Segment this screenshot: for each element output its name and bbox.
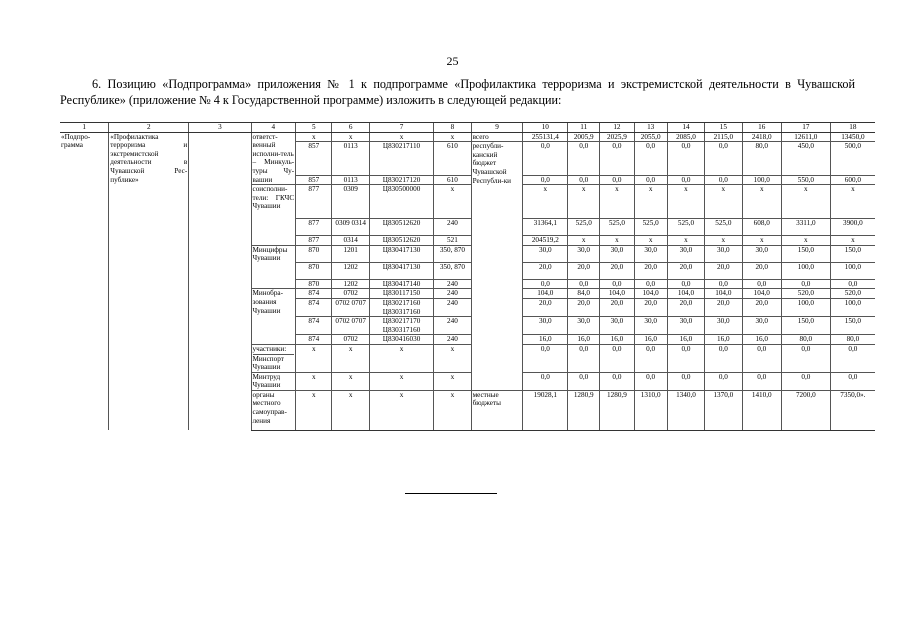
value-cell: 20,0 [568,298,600,316]
kbk-cell: х [369,132,433,142]
org-local: органы местного самоуправ-ления [251,390,296,430]
value-cell: 1280,9 [568,390,600,430]
kbk-cell: Ц830217120 [369,175,433,185]
empty-cell [189,132,251,430]
value-cell: 16,0 [742,335,781,345]
kbk-cell: 874 [296,289,332,299]
kbk-cell: х [434,344,471,372]
value-cell: х [634,185,667,219]
kbk-cell: х [434,132,471,142]
kbk-cell: Ц830217160 Ц830317160 [369,298,433,316]
header-cell: 7 [369,123,433,133]
responsible-org: ответст-венный исполни-тель – Минкуль-туры Чу-вашии [252,132,295,184]
budget-table [60,122,875,431]
value-cell: 0,0 [634,175,667,185]
kbk-cell: 240 [434,335,471,345]
value-cell: 3311,0 [781,219,830,236]
value-cell: 0,0 [634,372,667,390]
header-cell: 3 [189,123,251,133]
subprogram-label: «Подпро-грамма [61,132,91,150]
kbk-cell: 877 [296,185,332,219]
kbk-cell: х [332,132,369,142]
kbk-cell: 350, 870 [434,245,471,262]
subprogram-title: «Профилактика терроризма и экстремистской деятельности в Чувашской Рес-публике» [109,132,189,430]
value-cell: 0,0 [568,279,600,289]
value-cell: 450,0 [781,142,830,175]
value-cell: х [830,185,875,219]
value-cell: 20,0 [742,298,781,316]
value-cell: 20,0 [600,262,634,279]
kbk-cell: х [332,390,369,430]
value-cell: 12611,0 [781,132,830,142]
coexecutor-org: соисполни-тели: ГКЧС Чувашии [251,185,296,236]
value-cell: 20,0 [705,262,742,279]
value-cell: 0,0 [634,344,667,372]
value-cell: 0,0 [705,175,742,185]
value-cell: 0,0 [667,372,704,390]
value-cell: 150,0 [830,317,875,335]
kbk-cell: 857 [296,175,332,185]
value-cell: 30,0 [705,245,742,262]
kbk-cell: 240 [434,317,471,335]
header-cell: 18 [830,123,875,133]
value-cell: 0,0 [600,142,634,175]
value-cell: 20,0 [634,298,667,316]
value-cell: 30,0 [705,317,742,335]
value-cell: 525,0 [634,219,667,236]
value-cell: 16,0 [523,335,568,345]
value-cell: 0,0 [667,175,704,185]
value-cell: 0,0 [568,175,600,185]
kbk-cell: х [296,132,332,142]
kbk-cell: х [369,344,433,372]
kbk-cell: 0309 0314 [332,219,369,236]
value-cell: 30,0 [600,245,634,262]
header-cell: 17 [781,123,830,133]
value-cell: 0,0 [830,372,875,390]
value-cell: 525,0 [705,219,742,236]
value-cell: 20,0 [634,262,667,279]
value-cell: х [830,236,875,246]
value-cell: 150,0 [781,245,830,262]
value-cell: х [667,236,704,246]
value-cell: 30,0 [634,317,667,335]
value-cell: 0,0 [781,279,830,289]
kbk-cell: 874 [296,317,332,335]
intro-paragraph: 6. Позицию «Подпрограмма» приложения № 1 к подпрограмме «Профилактика терроризма и экстремистской деятельности в Чувашской Республике» (приложение № 4 к Государственной программе) изложить в следующей редакции: [60,77,855,107]
value-cell: 2085,0 [667,132,704,142]
value-cell: 520,0 [781,289,830,299]
value-cell: 100,0 [830,298,875,316]
org-obr: Минобра-зования Чувашии [251,289,296,345]
value-cell: х [523,185,568,219]
value-cell: 30,0 [568,245,600,262]
source-total: всего [471,132,523,142]
value-cell: 550,0 [781,175,830,185]
header-cell: 1 [60,123,109,133]
value-cell: 2115,0 [705,132,742,142]
kbk-cell: 874 [296,335,332,345]
kbk-cell: 870 [296,279,332,289]
value-cell: 30,0 [667,245,704,262]
kbk-cell: х [296,390,332,430]
value-cell: 104,0 [634,289,667,299]
kbk-cell: 0702 0707 [332,298,369,316]
kbk-cell: 0702 [332,335,369,345]
value-cell: 0,0 [705,372,742,390]
header-cell: 10 [523,123,568,133]
header-cell: 12 [600,123,634,133]
kbk-cell: Ц830117150 [369,289,433,299]
value-cell: 0,0 [600,372,634,390]
value-cell: х [634,236,667,246]
value-cell: 0,0 [742,372,781,390]
value-cell: 0,0 [705,344,742,372]
value-cell: 104,0 [600,289,634,299]
header-cell: 8 [434,123,471,133]
value-cell: 0,0 [600,279,634,289]
value-cell: 2005,9 [568,132,600,142]
value-cell: 16,0 [634,335,667,345]
value-cell: х [667,185,704,219]
value-cell: 0,0 [568,344,600,372]
kbk-cell: 240 [434,289,471,299]
value-cell: 16,0 [600,335,634,345]
kbk-cell: 350, 870 [434,262,471,279]
value-cell: 0,0 [523,175,568,185]
kbk-cell: 1201 [332,245,369,262]
value-cell: 0,0 [568,142,600,175]
value-cell: 0,0 [830,344,875,372]
kbk-cell: 1202 [332,262,369,279]
kbk-cell: Ц830416030 [369,335,433,345]
header-row [60,123,875,133]
value-cell: 100,0 [830,262,875,279]
value-cell: 1310,0 [634,390,667,430]
value-cell: 0,0 [667,344,704,372]
value-cell: 20,0 [600,298,634,316]
org-participants [251,344,296,372]
header-cell: 13 [634,123,667,133]
kbk-cell: Ц830417140 [369,279,433,289]
value-cell: 0,0 [667,142,704,175]
header-cell: 14 [667,123,704,133]
value-cell: 7350,0». [830,390,875,430]
org-cell [251,236,296,246]
value-cell: х [705,236,742,246]
value-cell: 0,0 [523,372,568,390]
kbk-cell: 1202 [332,279,369,289]
kbk-cell: 877 [296,236,332,246]
kbk-cell: 870 [296,262,332,279]
org-cifra: Минцифры Чувашии [251,245,296,289]
value-cell: 0,0 [781,372,830,390]
value-cell: 30,0 [742,245,781,262]
value-cell: 30,0 [523,245,568,262]
value-cell: 20,0 [568,262,600,279]
value-cell: 104,0 [705,289,742,299]
value-cell: 30,0 [634,245,667,262]
value-cell: 20,0 [523,262,568,279]
kbk-cell: х [296,344,332,372]
header-cell: 5 [296,123,332,133]
kbk-cell: х [434,390,471,430]
value-cell: 2025,9 [600,132,634,142]
kbk-cell: 870 [296,245,332,262]
kbk-cell: 0113 [332,142,369,175]
value-cell: 80,0 [781,335,830,345]
header-cell: 16 [742,123,781,133]
value-cell: 100,0 [742,175,781,185]
kbk-cell: 0702 [332,289,369,299]
value-cell: 608,0 [742,219,781,236]
value-cell: 150,0 [830,245,875,262]
value-cell: 520,0 [830,289,875,299]
value-cell: х [742,236,781,246]
kbk-cell: 0314 [332,236,369,246]
kbk-cell: Ц830500000 [369,185,433,219]
value-cell: х [781,185,830,219]
kbk-cell: 0702 0707 [332,317,369,335]
page-number: 25 [446,54,459,68]
kbk-cell: Ц830512620 [369,219,433,236]
value-cell: 16,0 [667,335,704,345]
value-cell: х [600,236,634,246]
value-cell: х [742,185,781,219]
value-cell: 0,0 [523,279,568,289]
value-cell: 0,0 [523,344,568,372]
value-cell: 525,0 [568,219,600,236]
value-cell: 1410,0 [742,390,781,430]
value-cell: 20,0 [667,262,704,279]
value-cell: 2055,0 [634,132,667,142]
value-cell: 100,0 [781,298,830,316]
value-cell: 7200,0 [781,390,830,430]
value-cell: 30,0 [568,317,600,335]
value-cell: 255131,4 [523,132,568,142]
kbk-cell: х [296,372,332,390]
kbk-cell: х [434,185,471,219]
kbk-cell: 610 [434,142,471,175]
value-cell: 0,0 [742,279,781,289]
value-cell: х [568,185,600,219]
kbk-cell: 0309 [332,185,369,219]
value-cell: 0,0 [667,279,704,289]
value-cell: 0,0 [568,372,600,390]
kbk-cell: 240 [434,219,471,236]
header-cell: 4 [251,123,296,133]
value-cell: 1280,9 [600,390,634,430]
kbk-cell: х [369,372,433,390]
kbk-cell: Ц830417130 [369,262,433,279]
kbk-cell: 240 [434,298,471,316]
kbk-cell: х [434,372,471,390]
value-cell: 1340,0 [667,390,704,430]
value-cell: 31364,1 [523,219,568,236]
org-trud: Минтруд Чувашии [251,372,296,390]
value-cell: 0,0 [600,175,634,185]
value-cell: 19028,1 [523,390,568,430]
header-cell: 15 [705,123,742,133]
value-cell: 30,0 [523,317,568,335]
value-cell: 1370,0 [705,390,742,430]
value-cell: 150,0 [781,317,830,335]
source-local: местные бюджеты [471,390,523,430]
value-cell: 500,0 [830,142,875,175]
value-cell: 525,0 [667,219,704,236]
header-cell: 9 [471,123,523,133]
kbk-cell: х [369,390,433,430]
value-cell: 30,0 [667,317,704,335]
value-cell: 3900,0 [830,219,875,236]
value-cell: 0,0 [634,279,667,289]
value-cell: х [705,185,742,219]
header-cell: 2 [109,123,189,133]
value-cell: 20,0 [705,298,742,316]
value-cell: 16,0 [705,335,742,345]
kbk-cell: 874 [296,298,332,316]
kbk-cell: 857 [296,142,332,175]
footer-rule [405,493,497,494]
value-cell: 13450,0 [830,132,875,142]
value-cell: 0,0 [830,279,875,289]
value-cell: 0,0 [781,344,830,372]
kbk-cell: 610 [434,175,471,185]
value-cell: 0,0 [634,142,667,175]
kbk-cell: Ц830512620 [369,236,433,246]
value-cell: 204519,2 [523,236,568,246]
value-cell: х [781,236,830,246]
value-cell: 20,0 [667,298,704,316]
value-cell: 30,0 [600,317,634,335]
value-cell: х [600,185,634,219]
value-cell: 0,0 [705,279,742,289]
value-cell: 30,0 [742,317,781,335]
value-cell: 0,0 [705,142,742,175]
kbk-cell: 877 [296,219,332,236]
org-sport: Минспорт Чувашии [253,354,295,372]
kbk-cell: 0113 [332,175,369,185]
value-cell: 84,0 [568,289,600,299]
kbk-cell: 240 [434,279,471,289]
value-cell: 600,0 [830,175,875,185]
kbk-cell: х [332,344,369,372]
value-cell: 16,0 [568,335,600,345]
kbk-cell: х [332,372,369,390]
value-cell: 80,0 [742,142,781,175]
kbk-cell: Ц830217170 Ц830317160 [369,317,433,335]
value-cell: 525,0 [600,219,634,236]
source-republic: республи-канский бюджет Чувашской Республи-ки [471,142,523,391]
value-cell: 0,0 [523,142,568,175]
kbk-cell: Ц830417130 [369,245,433,262]
participants-label: участники: [252,344,287,353]
kbk-cell: 521 [434,236,471,246]
value-cell: 20,0 [523,298,568,316]
value-cell: 0,0 [742,344,781,372]
value-cell: 104,0 [667,289,704,299]
value-cell: 104,0 [523,289,568,299]
value-cell: 100,0 [781,262,830,279]
header-cell: 6 [332,123,369,133]
value-cell: 20,0 [742,262,781,279]
value-cell: х [568,236,600,246]
value-cell: 80,0 [830,335,875,345]
value-cell: 0,0 [600,344,634,372]
value-cell: 2418,0 [742,132,781,142]
header-cell: 11 [568,123,600,133]
value-cell: 104,0 [742,289,781,299]
kbk-cell: Ц830217110 [369,142,433,175]
table-row [60,132,875,142]
